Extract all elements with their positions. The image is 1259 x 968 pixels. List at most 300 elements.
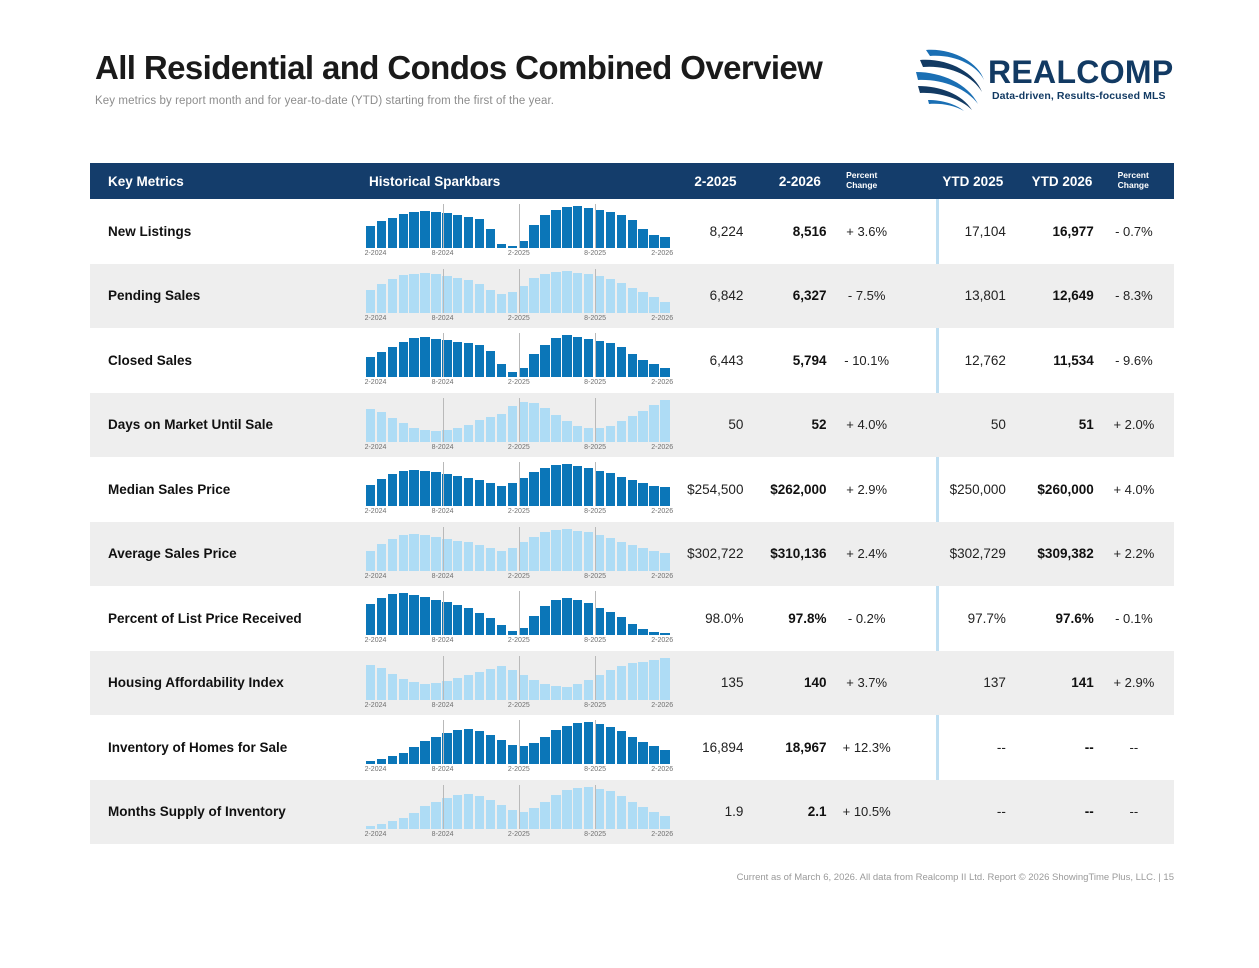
metric-label: Days on Market Until Sale bbox=[108, 417, 274, 433]
sparkbar-axis-label: 2-2026 bbox=[651, 379, 674, 387]
page-title: All Residential and Condos Combined Overview bbox=[95, 49, 823, 86]
ytd-curr-cell-value: 12,649 bbox=[1052, 288, 1094, 304]
sparkbar-bar bbox=[497, 625, 506, 635]
ytd-prev-cell bbox=[928, 264, 1006, 329]
sparkbar-gridline bbox=[595, 462, 596, 506]
sparkbar-bar bbox=[399, 214, 408, 248]
ytd-percent-change-cell bbox=[1094, 328, 1174, 393]
ytd-percent-change-cell bbox=[1094, 715, 1174, 780]
sparkbar-bar bbox=[366, 409, 375, 441]
sparkbar-axis-label: 2-2024 bbox=[364, 572, 387, 580]
sparkbar-bar bbox=[409, 212, 418, 248]
sparkbar-bar bbox=[453, 541, 462, 571]
sparkbar-bar bbox=[519, 675, 528, 700]
sparkbar-bar bbox=[453, 476, 462, 506]
period-prev-cell bbox=[670, 651, 744, 716]
percent-change-cell bbox=[827, 715, 907, 780]
period-prev-cell-value: 98.0% bbox=[705, 610, 744, 626]
sparkbar-chart bbox=[364, 718, 674, 776]
sparkbar-axis bbox=[364, 701, 674, 714]
period-curr-cell bbox=[743, 715, 826, 780]
logo-tagline: Data-driven, Results-focused MLS bbox=[992, 90, 1166, 102]
percent-change-cell-value: + 12.3% bbox=[842, 739, 891, 755]
sparkbar-axis-label: 8-2025 bbox=[584, 830, 606, 838]
sparkbar-bar bbox=[453, 795, 462, 829]
sparkbar-axis-label: 8-2024 bbox=[431, 637, 454, 645]
sparkbar-bar bbox=[409, 428, 418, 442]
sparkbar-bar bbox=[606, 612, 615, 635]
sparkbar-bar bbox=[638, 360, 647, 377]
sparkbar-bar bbox=[486, 548, 495, 571]
sparkbar-cell bbox=[364, 199, 674, 264]
sparkbar-bar bbox=[399, 423, 408, 441]
ytd-percent-change-cell bbox=[1094, 393, 1174, 458]
period-curr-cell bbox=[743, 522, 826, 587]
ytd-prev-cell bbox=[928, 457, 1006, 522]
sparkbar-axis-label: 2-2026 bbox=[651, 572, 674, 580]
sparkbar-bar bbox=[519, 241, 528, 248]
sparkbar-bars bbox=[365, 333, 670, 377]
sparkbar-bar bbox=[660, 816, 669, 829]
sparkbar-bar bbox=[486, 669, 495, 700]
sparkbar-bar bbox=[649, 486, 658, 507]
sparkbar-bar bbox=[486, 483, 495, 506]
sparkbar-axis-label: 2-2026 bbox=[651, 508, 674, 516]
ytd-percent-change-cell-value: + 2.9% bbox=[1113, 675, 1155, 691]
col-header-ytd-prev: YTD 2025 bbox=[942, 173, 1004, 189]
sparkbar-bar bbox=[464, 343, 473, 377]
period-prev-cell-value: 6,443 bbox=[709, 352, 744, 368]
sparkbar-bar bbox=[497, 244, 506, 248]
sparkbar-bar bbox=[595, 471, 604, 507]
sparkbar-gridline bbox=[443, 720, 444, 764]
percent-change-cell bbox=[827, 457, 907, 522]
sparkbar-bar bbox=[638, 807, 647, 828]
sparkbar-bar bbox=[399, 818, 408, 829]
sparkbar-bar bbox=[573, 684, 582, 699]
ytd-percent-change-cell bbox=[1094, 199, 1174, 264]
sparkbar-bar bbox=[420, 684, 429, 700]
sparkbar-bar bbox=[486, 618, 495, 635]
sparkbar-bar bbox=[388, 347, 397, 377]
sparkbar-bar bbox=[584, 603, 593, 635]
sparkbar-axis-label: 2-2024 bbox=[364, 379, 387, 387]
sparkbar-bar bbox=[595, 608, 604, 636]
sparkbar-bar bbox=[595, 724, 604, 764]
sparkbar-bar bbox=[453, 215, 462, 248]
sparkbar-axis-label: 8-2024 bbox=[431, 508, 454, 516]
sparkbar-bar bbox=[606, 538, 615, 571]
ytd-curr-cell bbox=[1006, 457, 1094, 522]
period-curr-cell-value: $310,136 bbox=[770, 546, 827, 562]
sparkbar-bar bbox=[453, 730, 462, 764]
sparkbar-axis-label: 8-2025 bbox=[584, 250, 606, 258]
sparkbar-bar bbox=[409, 274, 418, 313]
ytd-prev-cell bbox=[928, 393, 1006, 458]
sparkbar-cell bbox=[364, 328, 674, 393]
ytd-curr-cell bbox=[1006, 522, 1094, 587]
metric-label: New Listings bbox=[108, 223, 192, 239]
sparkbar-bar bbox=[464, 675, 473, 700]
sparkbar-axis-label: 2-2026 bbox=[651, 314, 674, 322]
sparkbar-axis-label: 2-2025 bbox=[507, 379, 530, 387]
sparkbar-bar bbox=[388, 218, 397, 249]
sparkbar-bars bbox=[365, 527, 670, 571]
sparkbar-bar bbox=[508, 631, 517, 635]
sparkbar-axis-label: 2-2024 bbox=[364, 314, 387, 322]
sparkbar-bar bbox=[595, 675, 604, 700]
ytd-prev-cell-value: $302,729 bbox=[949, 546, 1006, 562]
sparkbar-bar bbox=[519, 286, 528, 313]
period-curr-cell bbox=[743, 586, 826, 651]
sparkbar-bar bbox=[595, 789, 604, 829]
sparkbar-bar bbox=[464, 608, 473, 635]
ytd-prev-cell bbox=[928, 328, 1006, 393]
ytd-prev-cell-value: 13,801 bbox=[964, 288, 1006, 304]
sparkbar-bar bbox=[420, 741, 429, 764]
sparkbar-bar bbox=[519, 478, 528, 507]
sparkbar-bar bbox=[660, 400, 669, 442]
sparkbar-bar bbox=[399, 593, 408, 635]
metric-name-cell bbox=[90, 780, 365, 845]
sparkbar-bars bbox=[365, 785, 670, 829]
sparkbar-bar bbox=[628, 480, 637, 506]
sparkbar-bar bbox=[606, 343, 615, 377]
ytd-percent-change-cell bbox=[1094, 780, 1174, 845]
metric-name-cell bbox=[90, 586, 365, 651]
sparkbar-axis-label: 2-2025 bbox=[507, 314, 530, 322]
sparkbar-bar bbox=[638, 229, 647, 248]
table-row bbox=[90, 457, 1174, 522]
period-curr-cell bbox=[743, 199, 826, 264]
period-curr-cell-value: 52 bbox=[811, 417, 827, 433]
sparkbar-bar bbox=[366, 826, 375, 829]
sparkbar-axis-label: 8-2024 bbox=[431, 443, 454, 451]
sparkbar-bar bbox=[562, 790, 571, 828]
sparkbar-bar bbox=[584, 532, 593, 570]
sparkbar-bar bbox=[628, 737, 637, 765]
sparkbar-gridline bbox=[519, 269, 520, 313]
sparkbar-gridline bbox=[443, 656, 444, 700]
sparkbar-bar bbox=[388, 474, 397, 506]
sparkbar-bar bbox=[420, 211, 429, 249]
sparkbar-bar bbox=[573, 531, 582, 571]
sparkbar-bar bbox=[617, 617, 626, 635]
sparkbar-bar bbox=[409, 813, 418, 829]
sparkbar-bar bbox=[529, 680, 538, 700]
sparkbar-axis-label: 2-2026 bbox=[651, 637, 674, 645]
ytd-prev-cell bbox=[928, 522, 1006, 587]
ytd-prev-cell-value: -- bbox=[996, 739, 1006, 755]
sparkbar-cell bbox=[364, 715, 674, 780]
sparkbar-axis bbox=[364, 766, 674, 778]
sparkbar-bar bbox=[464, 729, 473, 764]
sparkbar-bar bbox=[519, 812, 528, 829]
sparkbar-gridline bbox=[595, 591, 596, 635]
sparkbar-chart bbox=[364, 525, 674, 583]
sparkbar-bar bbox=[420, 471, 429, 507]
sparkbar-gridline bbox=[519, 785, 520, 829]
table-row bbox=[90, 264, 1174, 329]
percent-change-cell bbox=[827, 586, 907, 651]
sparkbar-bar bbox=[420, 273, 429, 313]
sparkbar-gridline bbox=[595, 527, 596, 571]
period-curr-cell-value: 140 bbox=[804, 675, 827, 691]
sparkbar-bar bbox=[551, 465, 560, 506]
sparkbar-bar bbox=[399, 471, 408, 507]
sparkbar-bar bbox=[475, 672, 484, 700]
sparkbar-bar bbox=[366, 357, 375, 377]
sparkbar-bar bbox=[638, 629, 647, 635]
sparkbar-bar bbox=[508, 548, 517, 571]
sparkbar-bar bbox=[660, 658, 669, 700]
percent-change-cell-value: - 0.2% bbox=[847, 610, 886, 626]
sparkbar-bar bbox=[519, 368, 528, 377]
percent-change-cell bbox=[827, 393, 907, 458]
sparkbar-bar bbox=[638, 548, 647, 571]
sparkbar-bar bbox=[453, 428, 462, 442]
percent-change-cell-value: + 3.6% bbox=[846, 223, 888, 239]
period-curr-cell-value: 18,967 bbox=[785, 739, 827, 755]
sparkbar-bar bbox=[573, 426, 582, 442]
sparkbar-bar bbox=[529, 616, 538, 635]
sparkbar-bar bbox=[453, 342, 462, 378]
sparkbar-gridline bbox=[595, 785, 596, 829]
sparkbar-bar bbox=[628, 288, 637, 313]
sparkbar-bar bbox=[660, 633, 669, 636]
sparkbar-bar bbox=[431, 431, 440, 442]
sparkbar-bar bbox=[497, 364, 506, 378]
ytd-prev-cell bbox=[928, 651, 1006, 716]
ytd-curr-cell bbox=[1006, 328, 1094, 393]
period-prev-cell-value: 135 bbox=[720, 675, 744, 691]
sparkbar-bar bbox=[508, 246, 517, 249]
sparkbar-bar bbox=[606, 279, 615, 313]
sparkbar-axis-label: 2-2024 bbox=[364, 766, 387, 774]
sparkbar-bar bbox=[540, 468, 549, 506]
sparkbar-bar bbox=[628, 220, 637, 248]
sparkbar-axis-label: 8-2025 bbox=[584, 637, 606, 645]
sparkbar-axis-label: 8-2025 bbox=[584, 443, 606, 451]
sparkbar-bar bbox=[660, 237, 669, 248]
sparkbar-bar bbox=[595, 341, 604, 378]
sparkbar-bar bbox=[377, 544, 386, 570]
sparkbar-gridline bbox=[443, 333, 444, 377]
sparkbar-bar bbox=[409, 595, 418, 635]
ytd-prev-cell-value: 17,104 bbox=[964, 223, 1006, 239]
sparkbar-bar bbox=[595, 428, 604, 442]
sparkbar-bar bbox=[638, 742, 647, 764]
sparkbar-bar bbox=[453, 278, 462, 313]
sparkbar-bar bbox=[366, 761, 375, 765]
sparkbar-axis bbox=[364, 572, 674, 585]
sparkbar-bar bbox=[519, 402, 528, 442]
sparkbar-bar bbox=[638, 411, 647, 442]
ytd-prev-cell-value: -- bbox=[996, 804, 1006, 820]
metric-label: Percent of List Price Received bbox=[108, 610, 302, 626]
sparkbar-bar bbox=[399, 753, 408, 765]
ytd-percent-change-cell-value: -- bbox=[1129, 739, 1139, 755]
sparkbar-bar bbox=[649, 746, 658, 764]
sparkbar-bar bbox=[628, 663, 637, 699]
sparkbar-cell bbox=[364, 393, 674, 458]
sparkbar-bar bbox=[584, 468, 593, 506]
sparkbar-axis-label: 8-2025 bbox=[584, 572, 606, 580]
metric-name-cell bbox=[90, 522, 365, 587]
sparkbar-bars bbox=[365, 462, 670, 506]
metric-name-cell bbox=[90, 393, 365, 458]
sparkbar-axis bbox=[364, 443, 674, 456]
sparkbar-bar bbox=[660, 368, 669, 377]
ytd-percent-change-cell-value: - 8.3% bbox=[1115, 288, 1153, 304]
sparkbar-axis-label: 2-2025 bbox=[507, 766, 530, 774]
sparkbar-bar bbox=[562, 207, 571, 248]
sparkbar-bar bbox=[497, 666, 506, 699]
period-prev-cell bbox=[670, 586, 744, 651]
sparkbar-bar bbox=[638, 292, 647, 313]
sparkbar-bar bbox=[649, 632, 658, 636]
sparkbar-bar bbox=[464, 217, 473, 249]
period-curr-cell-value: $262,000 bbox=[770, 481, 827, 497]
sparkbar-bar bbox=[529, 354, 538, 377]
row-spacer bbox=[907, 199, 928, 264]
sparkbar-bar bbox=[431, 274, 440, 312]
sparkbar-cell bbox=[364, 780, 674, 845]
sparkbar-bar bbox=[420, 597, 429, 635]
sparkbar-bars bbox=[365, 656, 670, 700]
sparkbar-bar bbox=[497, 740, 506, 764]
period-curr-cell bbox=[743, 328, 826, 393]
row-spacer bbox=[907, 328, 928, 393]
sparkbar-axis-label: 2-2025 bbox=[507, 250, 530, 258]
sparkbar-bar bbox=[388, 674, 397, 700]
sparkbar-bar bbox=[486, 735, 495, 764]
sparkbar-bar bbox=[431, 472, 440, 506]
row-spacer bbox=[907, 651, 928, 716]
realcomp-logo bbox=[914, 46, 1174, 116]
ytd-curr-cell bbox=[1006, 780, 1094, 845]
sparkbar-bar bbox=[595, 276, 604, 312]
sparkbar-gridline bbox=[519, 462, 520, 506]
percent-change-cell bbox=[827, 651, 907, 716]
sparkbar-bar bbox=[617, 283, 626, 313]
sparkbar-bar bbox=[551, 686, 560, 699]
row-spacer bbox=[907, 264, 928, 329]
table-row bbox=[90, 715, 1174, 780]
sparkbar-bar bbox=[595, 210, 604, 249]
sparkbar-bar bbox=[551, 210, 560, 249]
sparkbar-axis-label: 8-2024 bbox=[431, 701, 454, 709]
ytd-curr-cell-value: 16,977 bbox=[1052, 223, 1094, 239]
sparkbar-bar bbox=[508, 810, 517, 829]
sparkbar-bar bbox=[628, 354, 637, 378]
col-header-spacer bbox=[902, 163, 923, 199]
metric-name-cell bbox=[90, 328, 365, 393]
ytd-prev-cell-value: 97.7% bbox=[967, 610, 1006, 626]
sparkbar-bar bbox=[486, 290, 495, 312]
ytd-curr-cell-value: 97.6% bbox=[1055, 610, 1094, 626]
table-row bbox=[90, 393, 1174, 458]
sparkbar-bar bbox=[584, 787, 593, 829]
sparkbar-axis-label: 2-2026 bbox=[651, 250, 674, 258]
logo-wordmark: REALCOMP bbox=[988, 54, 1174, 90]
sparkbar-bar bbox=[464, 542, 473, 570]
logo-swoosh-icon bbox=[914, 46, 992, 112]
percent-change-cell-value: + 4.0% bbox=[846, 417, 888, 433]
sparkbar-axis-label: 2-2026 bbox=[651, 830, 674, 838]
sparkbar-bar bbox=[573, 206, 582, 248]
sparkbar-gridline bbox=[595, 204, 596, 248]
ytd-percent-change-cell bbox=[1094, 522, 1174, 587]
metric-name-cell bbox=[90, 651, 365, 716]
metric-label: Inventory of Homes for Sale bbox=[108, 739, 288, 755]
sparkbar-bar bbox=[377, 668, 386, 700]
table-row bbox=[90, 651, 1174, 716]
sparkbar-bar bbox=[377, 479, 386, 507]
sparkbar-bar bbox=[529, 808, 538, 829]
sparkbar-bar bbox=[508, 483, 517, 506]
sparkbar-bar bbox=[540, 802, 549, 829]
sparkbar-axis-label: 8-2024 bbox=[431, 766, 454, 774]
period-prev-cell-value: 6,842 bbox=[709, 288, 744, 304]
period-curr-cell-value: 2.1 bbox=[807, 804, 827, 820]
page-subtitle: Key metrics by report month and for year-to-date (YTD) starting from the first of the year. bbox=[95, 95, 555, 108]
sparkbar-bar bbox=[584, 722, 593, 764]
percent-change-cell-value: - 10.1% bbox=[844, 352, 890, 368]
sparkbar-cell bbox=[364, 264, 674, 329]
sparkbar-chart bbox=[364, 783, 674, 841]
sparkbar-bars bbox=[365, 204, 670, 248]
sparkbar-axis-label: 2-2026 bbox=[651, 701, 674, 709]
ytd-curr-cell bbox=[1006, 715, 1094, 780]
sparkbar-bar bbox=[649, 551, 658, 571]
ytd-curr-cell bbox=[1006, 264, 1094, 329]
period-curr-cell bbox=[743, 651, 826, 716]
sparkbar-bar bbox=[606, 426, 615, 442]
percent-change-cell-value: + 3.7% bbox=[846, 675, 888, 691]
sparkbar-bar bbox=[475, 545, 484, 571]
sparkbar-bar bbox=[628, 416, 637, 442]
sparkbar-bar bbox=[562, 464, 571, 506]
period-curr-cell bbox=[743, 393, 826, 458]
ytd-percent-change-cell bbox=[1094, 264, 1174, 329]
table-row bbox=[90, 586, 1174, 651]
sparkbar-bar bbox=[475, 219, 484, 248]
sparkbar-bar bbox=[486, 800, 495, 829]
sparkbar-bar bbox=[486, 417, 495, 442]
sparkbar-bar bbox=[497, 551, 506, 571]
sparkbar-bar bbox=[420, 535, 429, 571]
period-curr-cell-value: 6,327 bbox=[792, 288, 827, 304]
sparkbar-bar bbox=[540, 408, 549, 441]
period-prev-cell bbox=[670, 457, 744, 522]
sparkbar-axis-label: 2-2024 bbox=[364, 508, 387, 516]
sparkbar-bar bbox=[540, 215, 549, 248]
sparkbar-bar bbox=[377, 598, 386, 636]
sparkbar-bar bbox=[529, 225, 538, 249]
sparkbar-axis-label: 2-2025 bbox=[507, 637, 530, 645]
sparkbar-axis-label: 8-2025 bbox=[584, 379, 606, 387]
period-prev-cell bbox=[670, 780, 744, 845]
sparkbar-axis-label: 8-2025 bbox=[584, 701, 606, 709]
sparkbar-bar bbox=[519, 746, 528, 764]
sparkbar-bar bbox=[409, 338, 418, 377]
sparkbar-bar bbox=[617, 542, 626, 571]
sparkbar-axis-label: 2-2024 bbox=[364, 701, 387, 709]
sparkbar-bar bbox=[562, 335, 571, 377]
footer-note: Current as of March 6, 2026. All data from Realcomp II Ltd. Report © 2026 ShowingTime Plus, LLC. | 15 bbox=[736, 872, 1174, 883]
sparkbar-gridline bbox=[519, 591, 520, 635]
